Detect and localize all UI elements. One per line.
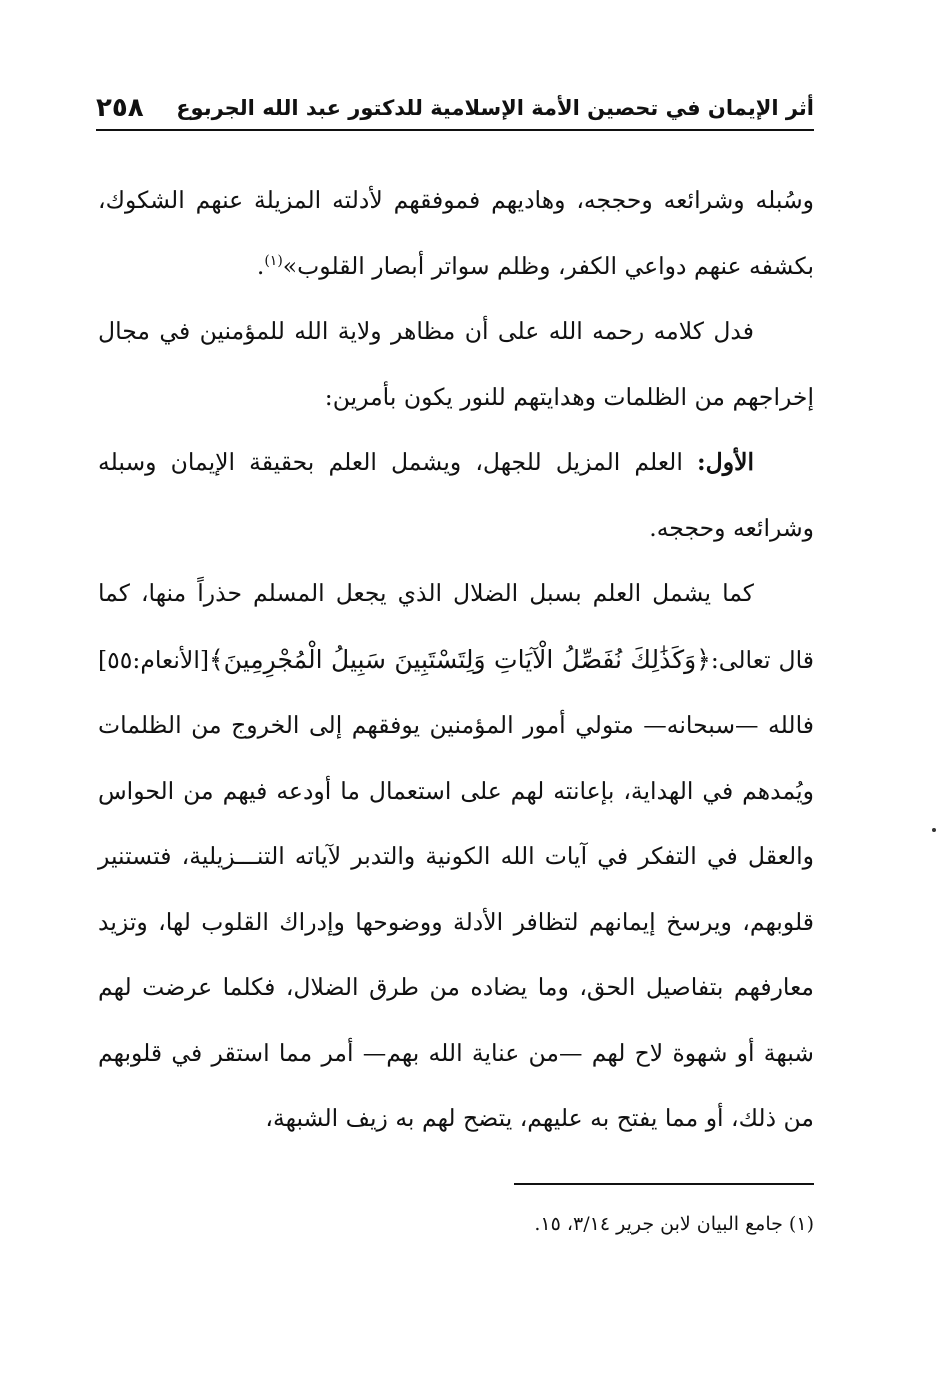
running-title: أثر الإيمان في تحصين الأمة الإسلامية للدكتور عبد الله الجربوع	[176, 96, 814, 120]
quran-verse: ﴿وَكَذَٰلِكَ نُفَصِّلُ الْآيَاتِ وَلِتَسْتَبِينَ سَبِيلُ الْمُجْرِمِينَ﴾	[209, 644, 711, 674]
paragraph-3	[98, 430, 814, 561]
page-header	[96, 88, 814, 128]
paragraph-2-text: فدل كلامه رحمه الله على أن مظاهر ولاية الله للمؤمنين في مجال إخراجهم من الظلمات وهدايتهم للنور يكون بأمرين:	[98, 317, 814, 411]
footnote-rule	[514, 1183, 814, 1185]
paragraph-4	[98, 561, 814, 1152]
paragraph-1-text: وسُبله وشرائعه وحججه، وهاديهم فموفقهم لأدلته المزيلة عنهم الشكوك، بكشفه عنهم دواعي الكفر، وظلم سواتر أبصار القلوب»	[98, 186, 814, 280]
paragraph-4-text-after-quote: فالله —سبحانه— متولي أمور المؤمنين يوفقهم إلى الخروج من الظلمات ويُمدهم في الهداية، بإعانته لهم على استعمال ما أودعه فيهم من الحواس والعقل في التفكر في آيات الله الكونية والتدبر لآياته التنـــزيلية، فتستنير قلوبهم، ويرسخ إيمانهم لتظافر الأدلة ووضوحها وإدراك القلوب لها، وتزيد معارفهم بتفاصيل الحق، وما يضاده من طرق الضلال، فكلما عرضت لهم شبهة أو شهوة لاح لهم —من عناية الله بهم— أمر مما استقر في قلوبهم من ذلك، أو مما يفتح به عليهم، يتضح لهم به زيف الشبهة،	[98, 711, 814, 1132]
paragraph-2	[98, 299, 814, 430]
paragraph-1	[98, 168, 814, 299]
header-rule	[96, 129, 814, 131]
scan-speck	[932, 828, 936, 832]
paragraph-4-text-before-quote: كما يشمل العلم بسبل الضلال الذي يجعل المسلم حذراً منها، كما قال تعالى:	[98, 579, 814, 674]
footnote: (١) جامع البيان لابن جرير ٣/١٤، ١٥.	[534, 1213, 814, 1235]
paragraph-3-text: العلم المزيل للجهل، ويشمل العلم بحقيقة الإيمان وسبله وشرائعه وحججه.	[98, 448, 814, 542]
paragraph-1-tail: .	[256, 251, 265, 280]
footnote-reference: (١)	[264, 252, 283, 269]
quran-citation: [الأنعام:٥٥]	[98, 645, 210, 674]
paragraph-3-lead: الأول:	[696, 448, 754, 476]
page-number: ٢٥٨	[96, 93, 144, 123]
body-text	[98, 168, 814, 1152]
